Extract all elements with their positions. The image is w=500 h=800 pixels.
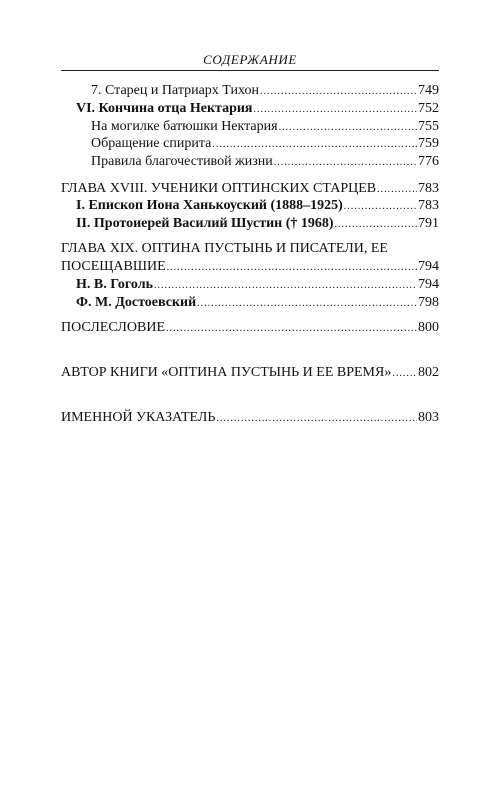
toc-entry-title: VI. Кончина отца Нектария [76, 101, 253, 116]
toc-entry[interactable] [91, 136, 439, 152]
leader-dots [167, 260, 417, 276]
toc-entry-page: 755 [418, 119, 439, 134]
toc-entry-title: Ф. М. Достоевский [76, 295, 197, 310]
leader-dots [377, 182, 417, 198]
leader-dots [344, 199, 417, 215]
leader-dots [260, 84, 417, 100]
toc-entry-title: I. Епископ Иона Ханькоуский (1888–1925) [76, 198, 343, 213]
toc-entry-page: 798 [418, 295, 439, 310]
toc-entry-page: 749 [418, 83, 439, 98]
toc-entry-page: 791 [418, 216, 439, 231]
toc-entry-title: На могилке батюшки Нектария [91, 119, 278, 134]
toc-entry-title: II. Протоиерей Василий Шустин († 1968) [76, 216, 334, 231]
toc-entry-page: 800 [418, 320, 439, 335]
toc-entry-title: ГЛАВА XVIII. УЧЕНИКИ ОПТИНСКИХ СТАРЦЕВ [61, 181, 377, 196]
toc-chapter-entry[interactable] [61, 410, 439, 426]
toc-entry-title: Н. В. Гоголь [76, 277, 153, 292]
toc-entry-page: 759 [418, 136, 439, 151]
toc-entry[interactable] [76, 277, 439, 293]
leader-dots [216, 411, 417, 427]
toc-entry[interactable] [76, 216, 439, 232]
toc-entry[interactable] [91, 154, 439, 170]
leader-dots [212, 137, 417, 153]
leader-dots [279, 120, 417, 136]
toc-entry-page: 752 [418, 101, 439, 116]
toc-entry[interactable] [76, 295, 439, 311]
toc-chapter-title-line1[interactable]: ГЛАВА XIX. ОПТИНА ПУСТЫНЬ И ПИСАТЕЛИ, ЕЕ [61, 241, 388, 256]
toc-entry-page: 803 [418, 410, 439, 425]
toc-entry-title: ИМЕННОЙ УКАЗАТЕЛЬ [61, 410, 216, 425]
leader-dots [274, 155, 417, 171]
toc-entry-page: 794 [418, 277, 439, 292]
toc-entry-title: 7. Старец и Патриарх Тихон [91, 83, 259, 98]
toc-entry-title: АВТОР КНИГИ «ОПТИНА ПУСТЫНЬ И ЕЕ ВРЕМЯ» [61, 365, 392, 380]
leader-dots [254, 102, 417, 118]
toc-entry-title: ПОСЕЩАВШИЕ [61, 259, 166, 274]
toc-entry-page: 802 [418, 365, 439, 380]
toc-entry-title: Обращение спирита [91, 136, 212, 151]
leader-dots [166, 321, 417, 337]
toc-entry-title: ПОСЛЕСЛОВИЕ [61, 320, 166, 335]
toc-chapter-entry[interactable] [61, 320, 439, 336]
leader-dots [392, 366, 417, 382]
running-header: СОДЕРЖАНИЕ [203, 52, 297, 67]
leader-dots [197, 296, 417, 312]
toc-entry-page: 776 [418, 154, 439, 169]
toc-entry[interactable] [76, 101, 439, 117]
toc-entry-page: 783 [418, 198, 439, 213]
toc-entry[interactable] [76, 198, 439, 214]
toc-entry-page: 794 [418, 259, 439, 274]
leader-dots [335, 217, 417, 233]
toc-chapter-entry[interactable] [61, 259, 439, 275]
toc-chapter-entry[interactable] [61, 181, 439, 197]
leader-dots [154, 278, 417, 294]
toc-entry[interactable] [91, 119, 439, 135]
toc-chapter-entry[interactable] [61, 365, 439, 381]
toc-entry-title: Правила благочестивой жизни [91, 154, 273, 169]
toc-entry-page: 783 [418, 181, 439, 196]
toc-entry[interactable] [91, 83, 439, 99]
